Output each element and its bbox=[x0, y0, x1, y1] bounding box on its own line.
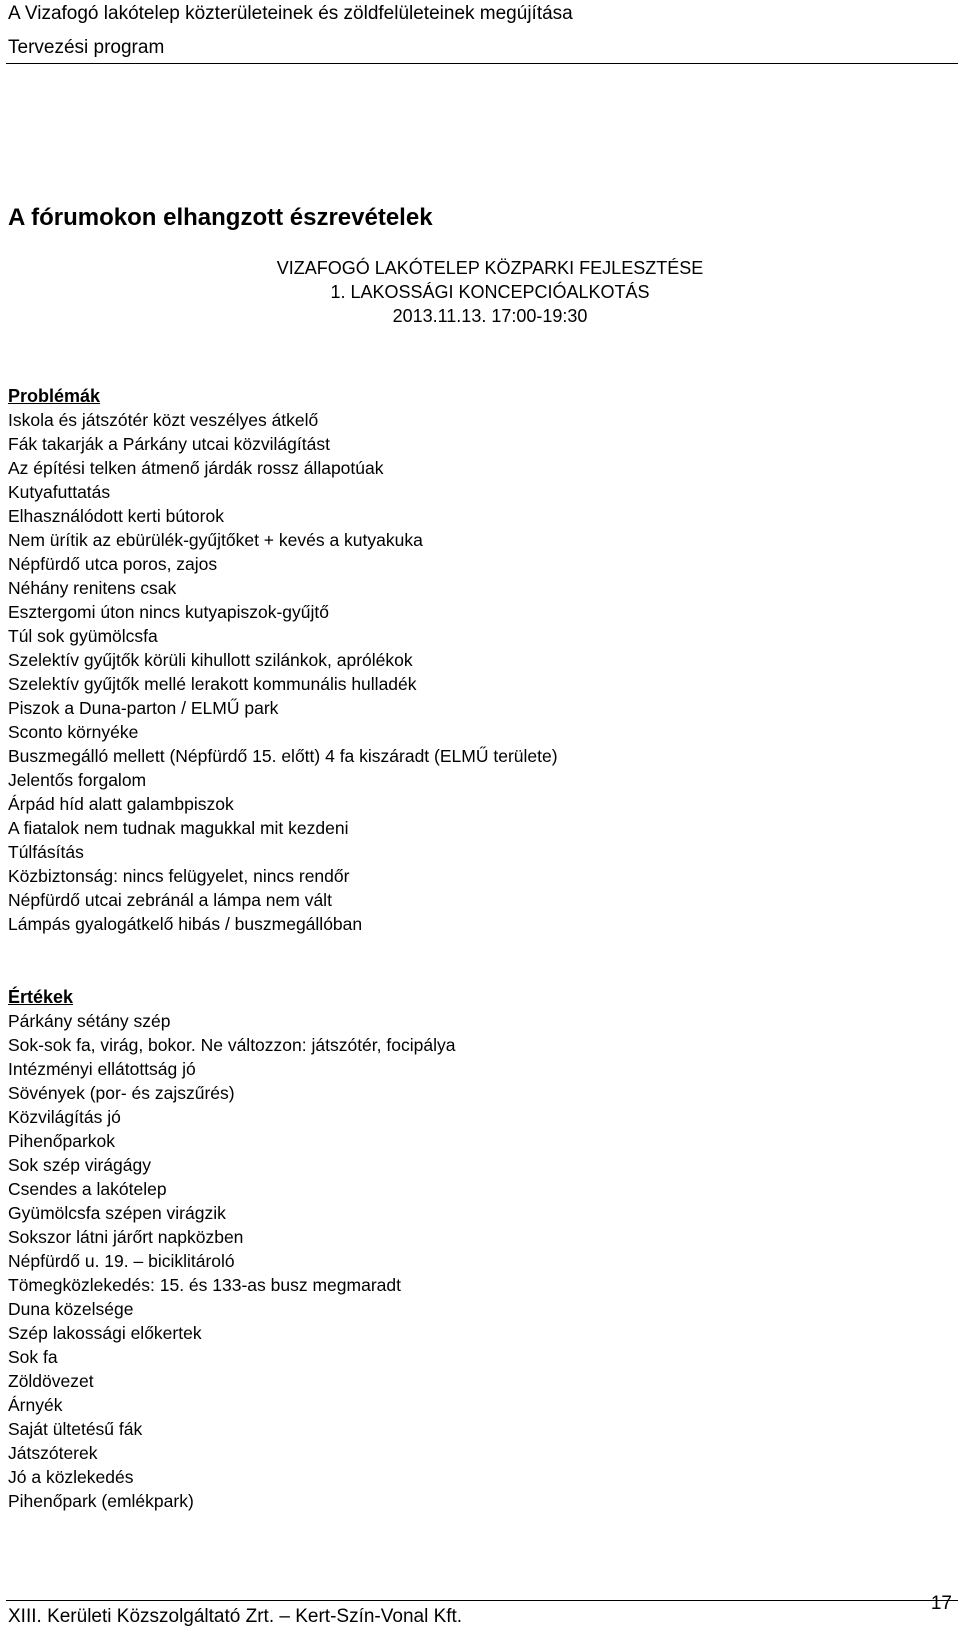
event-date: 2013.11.13. 17:00-19:30 bbox=[392, 306, 588, 326]
list-item: Néhány renitens csak bbox=[8, 578, 177, 598]
list-item: Jelentős forgalom bbox=[8, 770, 147, 790]
list-item: Tömegközlekedés: 15. és 133-as busz megmaradt bbox=[8, 1275, 401, 1295]
list-item: Sokszor látni járőrt napközben bbox=[8, 1227, 244, 1247]
list-item: Az építési telken átmenő járdák rossz állapotúak bbox=[8, 458, 384, 478]
problems-title: Problémák bbox=[8, 386, 101, 406]
list-item: Sok-sok fa, virág, bokor. Ne változzon: játszótér, focipálya bbox=[8, 1035, 456, 1055]
values-list bbox=[8, 1009, 455, 1513]
list-item: Sconto környéke bbox=[8, 722, 139, 742]
event-title: VIZAFOGÓ LAKÓTELEP KÖZPARKI FEJLESZTÉSE bbox=[276, 258, 704, 278]
list-item: Túlfásítás bbox=[8, 842, 84, 862]
list-item: Sok szép virágágy bbox=[8, 1155, 151, 1175]
list-item: Nem ürítik az ebürülék-gyűjtőket + kevés a kutyakuka bbox=[8, 530, 423, 550]
list-item: Túl sok gyümölcsfa bbox=[8, 626, 158, 646]
list-item: Párkány sétány szép bbox=[8, 1011, 171, 1031]
list-item: Közbiztonság: nincs felügyelet, nincs rendőr bbox=[8, 866, 350, 886]
list-item: A fiatalok nem tudnak magukkal mit kezdeni bbox=[8, 818, 349, 838]
values-section bbox=[8, 985, 455, 1513]
list-item: Pihenőpark (emlékpark) bbox=[8, 1491, 194, 1511]
list-item: Sövények (por- és zajszűrés) bbox=[8, 1083, 235, 1103]
list-item: Elhasználódott kerti bútorok bbox=[8, 506, 224, 526]
list-item: Esztergomi úton nincs kutyapiszok-gyűjtő bbox=[8, 602, 329, 622]
event-subtitle: 1. LAKOSSÁGI KONCEPCIÓALKOTÁS bbox=[330, 282, 650, 302]
list-item: Piszok a Duna-parton / ELMŰ park bbox=[8, 698, 279, 718]
list-item: Lámpás gyalogátkelő hibás / buszmegállóban bbox=[8, 914, 363, 934]
list-item: Közvilágítás jó bbox=[8, 1107, 121, 1127]
list-item: Saját ültetésű fák bbox=[8, 1419, 143, 1439]
values-title: Értékek bbox=[8, 987, 74, 1007]
page-number: 17 bbox=[930, 1593, 952, 1614]
list-item: Népfürdő utcai zebránál a lámpa nem vált bbox=[8, 890, 332, 910]
header-subtitle: Tervezési program bbox=[8, 37, 165, 58]
event-info bbox=[200, 256, 780, 328]
footer-text: XIII. Kerületi Közszolgáltató Zrt. – Kert-Szín-Vonal Kft. bbox=[8, 1606, 463, 1627]
footer-divider bbox=[6, 1600, 958, 1601]
list-item: Árnyék bbox=[8, 1395, 63, 1415]
list-item: Szelektív gyűjtők körüli kihullott szilánkok, aprólékok bbox=[8, 650, 413, 670]
header-divider bbox=[6, 63, 958, 64]
list-item: Gyümölcsfa szépen virágzik bbox=[8, 1203, 226, 1223]
list-item: Népfürdő u. 19. – biciklitároló bbox=[8, 1251, 235, 1271]
list-item: Játszóterek bbox=[8, 1443, 98, 1463]
list-item: Sok fa bbox=[8, 1347, 58, 1367]
list-item: Duna közelsége bbox=[8, 1299, 134, 1319]
page-title: A fórumokon elhangzott észrevételek bbox=[8, 204, 433, 231]
problems-section bbox=[8, 384, 558, 936]
list-item: Jó a közlekedés bbox=[8, 1467, 134, 1487]
list-item: Árpád híd alatt galambpiszok bbox=[8, 794, 234, 814]
list-item: Iskola és játszótér közt veszélyes átkelő bbox=[8, 410, 319, 430]
list-item: Kutyafuttatás bbox=[8, 482, 111, 502]
list-item: Csendes a lakótelep bbox=[8, 1179, 167, 1199]
list-item: Fák takarják a Párkány utcai közvilágítást bbox=[8, 434, 330, 454]
list-item: Zöldövezet bbox=[8, 1371, 94, 1391]
list-item: Pihenőparkok bbox=[8, 1131, 116, 1151]
list-item: Szép lakossági előkertek bbox=[8, 1323, 202, 1343]
list-item: Szelektív gyűjtők mellé lerakott kommunális hulladék bbox=[8, 674, 417, 694]
header-title: A Vizafogó lakótelep közterületeinek és zöldfelületeinek megújítása bbox=[8, 3, 573, 24]
list-item: Buszmegálló mellett (Népfürdő 15. előtt) 4 fa kiszáradt (ELMŰ területe) bbox=[8, 746, 558, 766]
problems-list bbox=[8, 408, 558, 936]
list-item: Népfürdő utca poros, zajos bbox=[8, 554, 218, 574]
list-item: Intézményi ellátottság jó bbox=[8, 1059, 196, 1079]
